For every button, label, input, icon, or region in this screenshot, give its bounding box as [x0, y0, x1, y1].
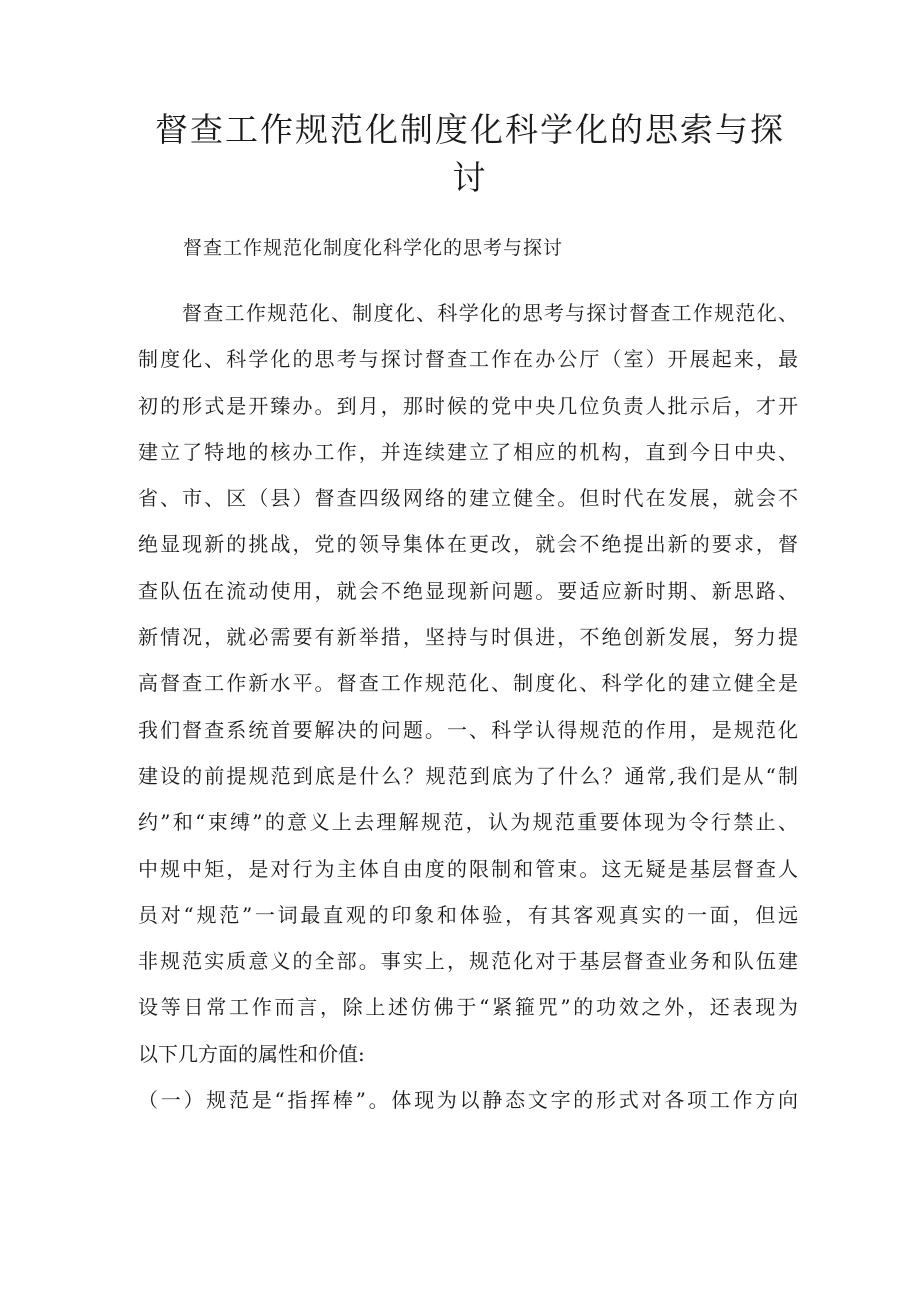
document-title: 督查工作规范化制度化科学化的思索与探讨	[155, 110, 785, 197]
body-line: （一）规范是“指挥棒”。体现为以静态文字的形式对各项工作方向	[138, 1088, 798, 1113]
body-line: 非规范实质意义的全部。事实上，规范化对于基层督查业务和队伍建	[138, 949, 798, 974]
document-body	[138, 290, 798, 1123]
body-line: 员对“规范”一词最直观的印象和体验，有其客观真实的一面，但远	[138, 902, 798, 927]
body-line: 设等日常工作而言，除上述仿佛于“紧箍咒”的功效之外，还表现为	[138, 995, 798, 1020]
body-line: 建立了特地的核办工作，并连续建立了相应的机构，直到今日中央、	[138, 439, 798, 464]
body-line: 制度化、科学化的思考与探讨督查工作在办公厅（室）开展起来，最	[138, 347, 798, 372]
document-subtitle: 督查工作规范化制度化科学化的思考与探讨	[183, 237, 564, 259]
body-line: 查队伍在流动使用，就会不绝显现新问题。要适应新时期、新思路、	[138, 578, 798, 603]
body-line: 约”和“束缚”的意义上去理解规范，认为规范重要体现为令行禁止、	[138, 810, 798, 835]
body-line: 中规中矩，是对行为主体自由度的限制和管束。这无疑是基层督查人	[138, 856, 798, 881]
body-line: 建设的前提规范到底是什么？规范到底为了什么？通常,我们是从“制	[138, 763, 798, 788]
body-line: 高督查工作新水平。督查工作规范化、制度化、科学化的建立健全是	[138, 671, 798, 696]
body-line: 省、市、区（县）督查四级网络的建立健全。但时代在发展，就会不	[138, 486, 798, 511]
body-line: 以下几方面的属性和价值:	[138, 1041, 365, 1066]
body-line: 我们督查系统首要解决的问题。一、科学认得规范的作用，是规范化	[138, 717, 798, 742]
body-line: 绝显现新的挑战，党的领导集体在更改，就会不绝提出新的要求，督	[138, 532, 798, 557]
body-line: 督查工作规范化、制度化、科学化的思考与探讨督查工作规范化、	[182, 301, 798, 325]
body-line: 新情况，就必需要有新举措，坚持与时俱进，不绝创新发展，努力提	[138, 625, 798, 650]
body-line: 初的形式是开臻办。到月，那时候的党中央几位负责人批示后，才开	[138, 393, 798, 418]
